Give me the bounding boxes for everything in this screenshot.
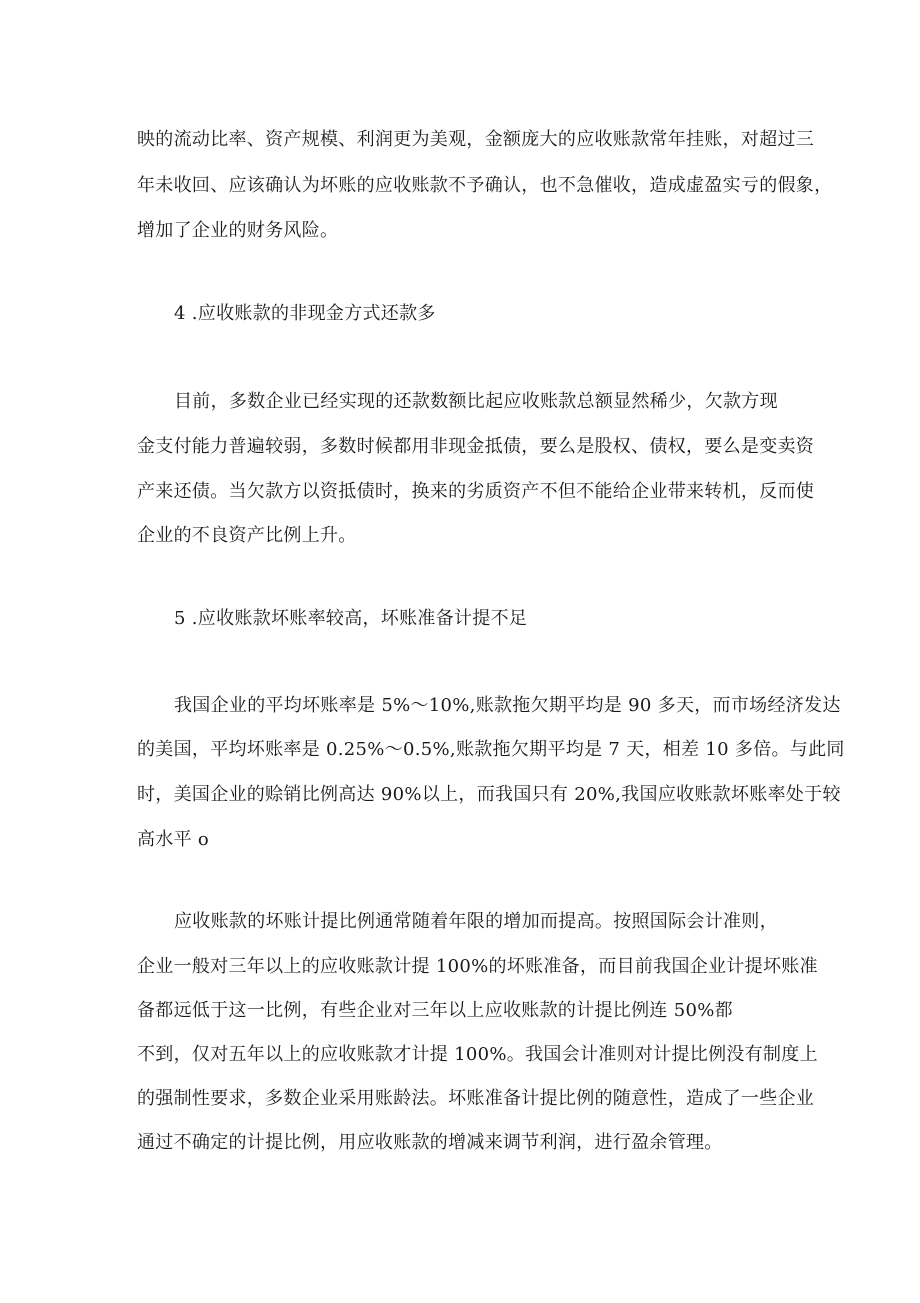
section-5-p1-line-2: 的美国，平均坏账率是 0.25%〜0.5%,账款拖欠期平均是 7 天，相差 10 多倍。与此同 [137, 739, 845, 760]
section-5-p2-line-6: 通过不确定的计提比例，用应收账款的增减来调节利润，进行盈余管理。 [137, 1132, 723, 1153]
section-5-p1-line-4: 高水平 o [137, 829, 210, 850]
section-5-p1-line-1: 我国企业的平均坏账率是 5%〜10%,账款拖欠期平均是 90 多天，而市场经济发达 [174, 695, 841, 716]
intro-line-3: 增加了企业的财务风险。 [137, 220, 339, 241]
section-4-line-2: 金支付能力普遍较弱，多数时候都用非现金抵债，要么是股权、债权，要么是变卖资 [137, 436, 815, 457]
section-5-p2-line-1: 应收账款的坏账计提比例通常随着年限的增加而提高。按照国际会计准则， [174, 911, 778, 932]
section-4-line-3: 产来还债。当欠款方以资抵债时，换来的劣质资产不但不能给企业带来转机，反而使 [137, 481, 815, 502]
section-5-heading: 5 .应收账款坏账率较高，坏账准备计提不足 [174, 608, 528, 629]
section-5-p2-line-5: 的强制性要求，多数企业采用账龄法。坏账准备计提比例的随意性，造成了一些企业 [137, 1088, 815, 1109]
section-5-p2-line-2: 企业一般对三年以上的应收账款计提 100%的坏账准备，而目前我国企业计提坏账准 [137, 956, 818, 977]
section-4-line-1: 目前，多数企业已经实现的还款数额比起应收账款总额显然稀少，欠款方现 [174, 391, 778, 412]
section-5-p2-line-4: 不到，仅对五年以上的应收账款才计提 100%。我国会计准则对计提比例没有制度上 [137, 1044, 818, 1065]
section-4-heading: 4 .应收账款的非现金方式还款多 [174, 303, 436, 324]
intro-line-2: 年未收回、应该确认为坏账的应收账款不予确认，也不急催收，造成虚盈实亏的假象， [137, 175, 833, 196]
intro-line-1: 映的流动比率、资产规模、利润更为美观，金额庞大的应收账款常年挂账，对超过三 [137, 129, 815, 150]
section-4-line-4: 企业的不良资产比例上升。 [137, 525, 357, 546]
section-5-p2-line-3: 备都远低于这一比例，有些企业对三年以上应收账款的计提比例连 50%都 [137, 1000, 733, 1021]
section-5-p1-line-3: 时，美国企业的赊销比例高达 90%以上，而我国只有 20%,我国应收账款坏账率处于较 [137, 784, 841, 805]
